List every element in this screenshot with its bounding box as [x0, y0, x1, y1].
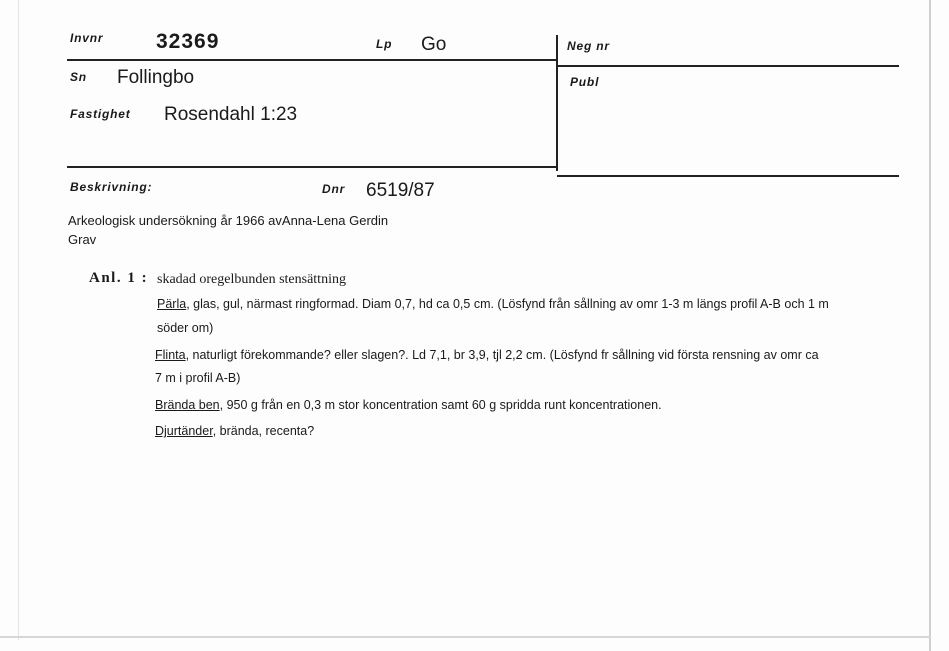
- dnr-label: Dnr: [322, 182, 346, 196]
- negnr-label: Neg nr: [567, 39, 610, 53]
- lp-value: Go: [421, 34, 447, 55]
- find-term: Djurtänder: [155, 424, 213, 438]
- sn-value: Follingbo: [117, 67, 195, 88]
- find-description-continued: 7 m i profil A-B): [155, 371, 241, 385]
- find-term: Brända ben: [155, 398, 220, 412]
- header-bottom-rule-right: [557, 175, 899, 177]
- description-line-1: Arkeologisk undersökning år 1966 avAnna-Lena Gerdin: [68, 213, 389, 228]
- card-left-edge: [18, 0, 19, 640]
- description-line-2: Grav: [68, 232, 97, 247]
- card-right-edge: [929, 0, 931, 651]
- dnr-value: 6519/87: [366, 180, 435, 201]
- find-item: [155, 424, 314, 438]
- header-rule-left: [67, 59, 557, 61]
- find-term: Flinta: [155, 348, 186, 362]
- find-description-continued: söder om): [157, 321, 214, 335]
- invnr-label: Invnr: [70, 31, 104, 45]
- card-bottom-edge: [0, 636, 931, 638]
- lp-label: Lp: [376, 37, 393, 51]
- find-description: , 950 g från en 0,3 m stor koncentration samt 60 g spridda runt koncentrationen.: [219, 398, 662, 412]
- header-divider: [556, 35, 558, 171]
- find-description: , naturligt förekommande? eller slagen?. Ld 7,1, br 3,9, tjl 2,2 cm. (Lösfynd fr sållning vid första rensning av omr ca: [185, 348, 819, 362]
- find-item: [155, 398, 662, 412]
- find-item: [157, 297, 829, 311]
- sn-label: Sn: [70, 70, 87, 84]
- find-item: [155, 348, 819, 362]
- header-bottom-rule-left: [67, 166, 557, 168]
- publ-label: Publ: [570, 75, 600, 89]
- find-description: , brända, recenta?: [212, 424, 315, 438]
- invnr-value: 32369: [156, 30, 220, 53]
- header-rule-right: [557, 65, 899, 67]
- find-description: , glas, gul, närmast ringformad. Diam 0,7, hd ca 0,5 cm. (Lösfynd från sållning av omr 1-3 m längs profil A-B och 1 m: [186, 297, 829, 311]
- fastighet-value: Rosendahl 1:23: [164, 104, 298, 125]
- annex-title: skadad oregelbunden stensättning: [157, 272, 346, 287]
- find-term: Pärla: [157, 297, 187, 311]
- fastighet-label: Fastighet: [70, 107, 131, 121]
- annex-label: Anl. 1 :: [89, 270, 149, 286]
- description-label: Beskrivning:: [70, 180, 153, 194]
